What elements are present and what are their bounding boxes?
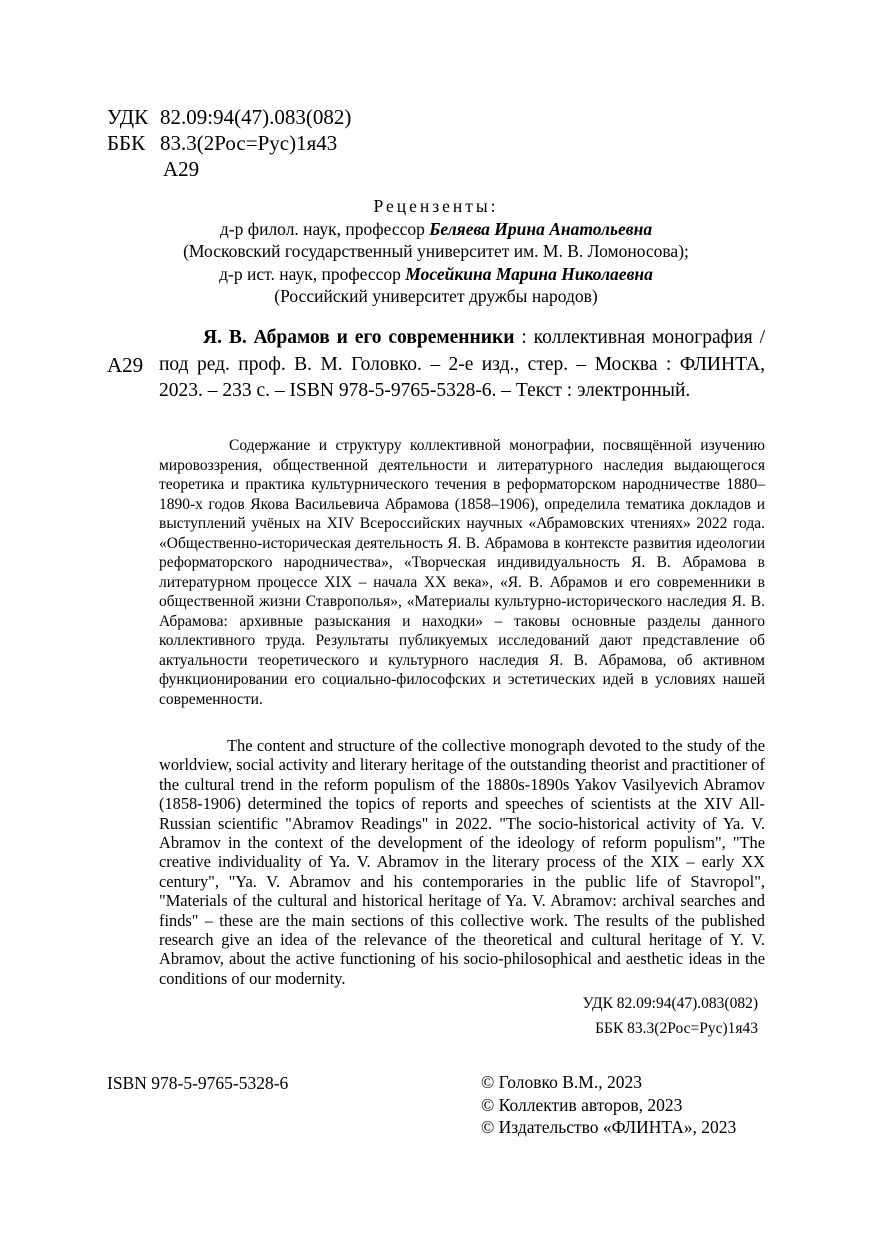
reviewer-1-degree: д-р филол. наук, профессор [219, 218, 430, 239]
copyright-line: © Издательство «ФЛИНТА», 2023 [481, 1117, 737, 1137]
reviewer-2 [107, 263, 765, 286]
bbk-row [107, 130, 351, 156]
abstract-english [159, 736, 765, 988]
abstract-english-text: The content and structure of the collective monograph devoted to the study of the worldview, social activity and literary heritage of the outstanding theorist and practitioner of the cultural trend in the reform populism of the 1880s-1890s Yakov Vasilyevich Abramov (1858-1906) determined the topics of reports and speeches of scientists at the XIV All-Russian scientific "Abramov Readings" in 2022. "The socio-historical activity of Ya. V. Abramov in the context of the development of the ideology of reform populism", "The creative individuality of Ya. V. Abramov in the literary process of the XIX – early XX century", "Ya. V. Abramov and his contemporaries in the public life of Stavropol", "Materials of the cultural and historical heritage of Ya. V. Abramov: archival searches and finds" – these are the main sections of this collective work. The results of the published research give an idea of the relevance of the theoretical and cultural heritage of Y. V. Abramov, about the active functioning of his socio-philosophical and aesthetic ideas in the conditions of our modernity. [159, 736, 765, 988]
reviewer-2-name: Мосейкина Марина Николаевна [405, 263, 653, 284]
reviewer-2-affiliation: (Российский университет дружбы народов) [274, 286, 598, 307]
reviewers-heading: Рецензенты: [373, 196, 499, 216]
udk-value: 82.09:94(47).083(082) [160, 105, 352, 129]
bbk-value: 83.3(2Рос=Рус)1я43 [160, 131, 338, 155]
reviewer-1-name: Беляева Ирина Анатольевна [429, 218, 653, 239]
classification-codes [107, 104, 351, 182]
book-title: Я. В. Абрамов и его современники [203, 327, 515, 348]
citation-details: : коллективная монография / под ред. проф. В. М. Головко. – 2-е изд., стер. – Москва : ФЛИНТА, 2023. – 233 с. – ISBN 978-5-9765-5328-6. – Текст : электронный. [159, 327, 765, 401]
reviewers-block [107, 195, 765, 308]
reviewer-2-degree: д-р ист. наук, профессор [219, 263, 406, 284]
copyright-line: © Головко В.М., 2023 [481, 1072, 642, 1092]
reviewer-1-affiliation: (Московский государственный университет им. М. В. Ломоносова); [183, 241, 689, 262]
abstract-russian-text: Содержание и структуру коллективной монографии, посвящённой изучению мировоззрения, общественной деятельности и литературного наследия выдающегося теоретика и практика культурнического течения в реформаторском народничестве 1880–1890-х годов Якова Васильевича Абрамова (1858–1906), определила тематика докладов и выступлений учёных на XIV Всероссийских научных «Абрамовских чтениях» 2022 года. «Общественно-историческая деятельность Я. В. Абрамова в контексте развития идеологии реформаторского народничества», «Творческая индивидуальность Я. В. Абрамова в литературном процессе XIX – начала XX века», «Я. В. Абрамов и его современники в общественной жизни Ставрополья», «Материалы культурно-исторического наследия Я. В. Абрамова: архивные разыскания и находки» – таковы основные разделы данного коллективного труда. Результаты публикуемых исследований дают представление об актуальности теоретического и культурного наследия Я. В. Абрамова, об активном функционировании его социально-философских и эстетических идей в условиях нашей современности. [159, 437, 765, 708]
citation-text [159, 325, 765, 405]
udk-row [107, 104, 351, 130]
bbk-label: ББК [107, 131, 146, 155]
copyright-block [481, 1071, 736, 1139]
copyright-line: © Коллектив авторов, 2023 [481, 1094, 683, 1115]
abstract-russian [159, 436, 765, 709]
footer-udk: УДК 82.09:94(47).083(082) [582, 995, 758, 1012]
reviewer-1 [107, 218, 765, 241]
bibliographic-citation [159, 325, 765, 405]
footer-classification-codes [500, 991, 758, 1041]
isbn: ISBN 978-5-9765-5328-6 [107, 1073, 289, 1093]
citation-author-mark: А29 [107, 353, 144, 377]
footer-bbk: ББК 83.3(2Рос=Рус)1я43 [595, 1020, 758, 1037]
udk-label: УДК [107, 105, 149, 129]
author-mark: А29 [163, 157, 200, 181]
